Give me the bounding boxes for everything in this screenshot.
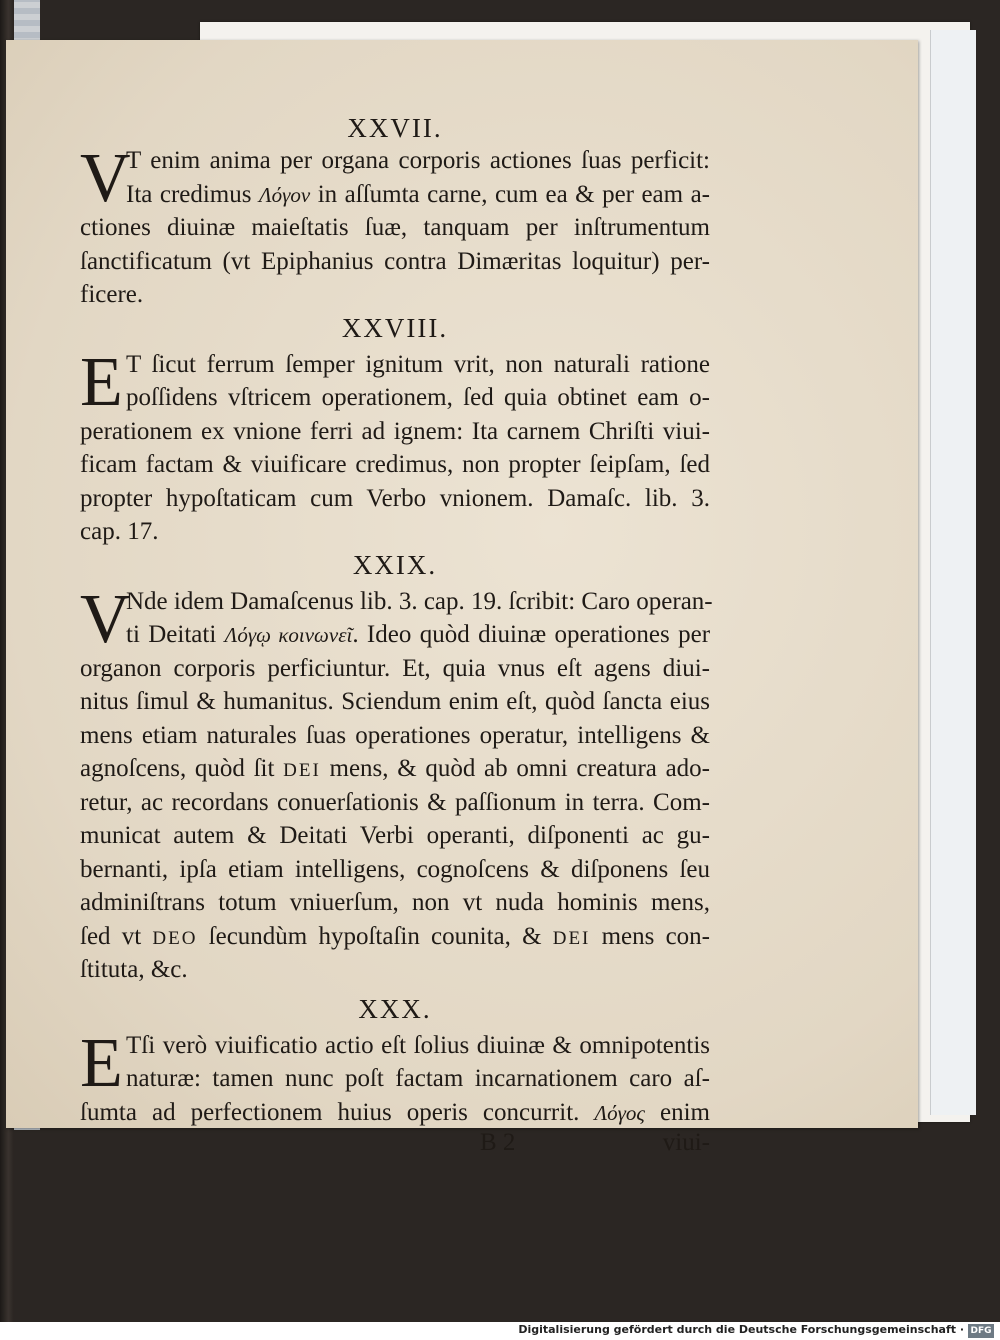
dropcap-v: V <box>80 140 131 217</box>
digitization-footer <box>0 1322 1000 1340</box>
section-28 <box>80 343 710 549</box>
greek-word: Λόγον <box>258 182 311 207</box>
text-line: Nde idem Damaſcenus lib. 3. cap. 19. ſcribit: Caro operan- <box>126 587 713 615</box>
text-line: T ſicut ferrum ſemper ignitum vrit, non naturali ratione <box>126 350 710 378</box>
text-line: perationem ex vnione ferri ad ignem: Ita carnem Chriſti viui- <box>80 417 710 445</box>
text-line: municat autem & Deitati Verbi operanti, diſponenti ac gu- <box>80 822 710 849</box>
text-line: bernanti, ipſa etiam intelligens, cognoſcens & diſponens ſeu <box>80 855 710 883</box>
backing-sheet-edge <box>930 30 976 1115</box>
section-heading-27: XXVII. <box>347 113 443 143</box>
dei-smallcaps: DEI <box>552 927 591 949</box>
dropcap-v: V <box>80 580 131 658</box>
text-line: adminiſtrans totum vniuerſum, non vt nuda hominis mens, <box>80 889 710 916</box>
text-line: ſed vt DEO ſecundùm hypoſtaſin counita, & DEI mens con- <box>80 922 710 950</box>
text-line: nitus ſimul & humanitus. Sciendum enim eſt, quòd ſancta eius <box>80 688 710 715</box>
text-line: ſanctificatum (vt Epiphanius contra Dimæritas loquitur) per- <box>80 247 710 275</box>
section-29 <box>80 580 713 987</box>
text-line: mens etiam naturales ſuas operationes operatur, intelligens & <box>80 721 710 749</box>
dei-smallcaps: DEI <box>283 760 321 781</box>
section-heading-30: XXX. <box>358 993 432 1024</box>
text-line: ſtituta, &c. <box>80 956 188 983</box>
text-line: ficere. <box>80 281 144 308</box>
text-line: ctiones diuinæ maieſtatis ſuæ, tanquam per inſtrumentum <box>80 214 710 241</box>
text-line: organon corporis perficiuntur. Et, quia vnus eſt agens diui- <box>80 654 710 682</box>
deo-smallcaps: DEO <box>152 927 198 949</box>
dropcap-e: E <box>80 1024 123 1102</box>
signature-mark: B 2 <box>480 1129 516 1156</box>
section-30 <box>80 1024 711 1130</box>
greek-phrase: Λόγῳ κοινωνεῖ <box>224 623 353 647</box>
text-line: Ita credimus Λόγον in aſſumta carne, cum ea & per eam a- <box>126 180 710 208</box>
text-line: naturæ: tamen nunc poſt factam incarnationem caro aſ- <box>126 1065 710 1092</box>
text-line: ſumta ad perfectionem huius operis concurrit. Λόγος enim <box>80 1098 711 1126</box>
text-line: T enim anima per organa corporis actiones ſuas perficit: <box>126 147 710 174</box>
text-line: cap. 17. <box>80 518 159 545</box>
section-heading-28: XXVIII. <box>341 312 449 343</box>
page-foot-line <box>80 1129 710 1163</box>
section-heading-29: XXIX. <box>352 549 438 580</box>
text-line: propter hypoſtaticam cum Verbo vnionem. Damaſc. lib. 3. <box>80 484 710 512</box>
text-line: retur, ac recordans conuerſationis & paſſionum in terra. Com- <box>80 788 710 816</box>
dropcap-e: E <box>80 343 123 421</box>
dfg-logo: DFG <box>968 1324 994 1338</box>
text-line: Tſi verò viuificatio actio eſt ſolius diuinæ & omnipotentis <box>126 1031 710 1059</box>
page-text-block <box>80 112 713 1163</box>
text-line: ficam factam & viuificare credimus, non propter ſeipſam, ſed <box>80 451 710 478</box>
greek-word: Λόγος <box>594 1100 645 1125</box>
footer-credit: Digitalisierung gefördert durch die Deutsche Forschungsgemeinschaft · <box>518 1323 964 1336</box>
text-line: ti Deitati Λόγῳ κοινωνεῖ. Ideo quòd diuinæ operationes per <box>126 621 711 648</box>
text-line: poſſidens vſtricem operationem, ſed quia obtinet eam o- <box>126 384 710 411</box>
section-27 <box>80 140 710 312</box>
catchword: viui- <box>662 1129 710 1156</box>
text-line: agnoſcens, quòd ſit DEI mens, & quòd ab omni creatura ado- <box>80 755 711 782</box>
